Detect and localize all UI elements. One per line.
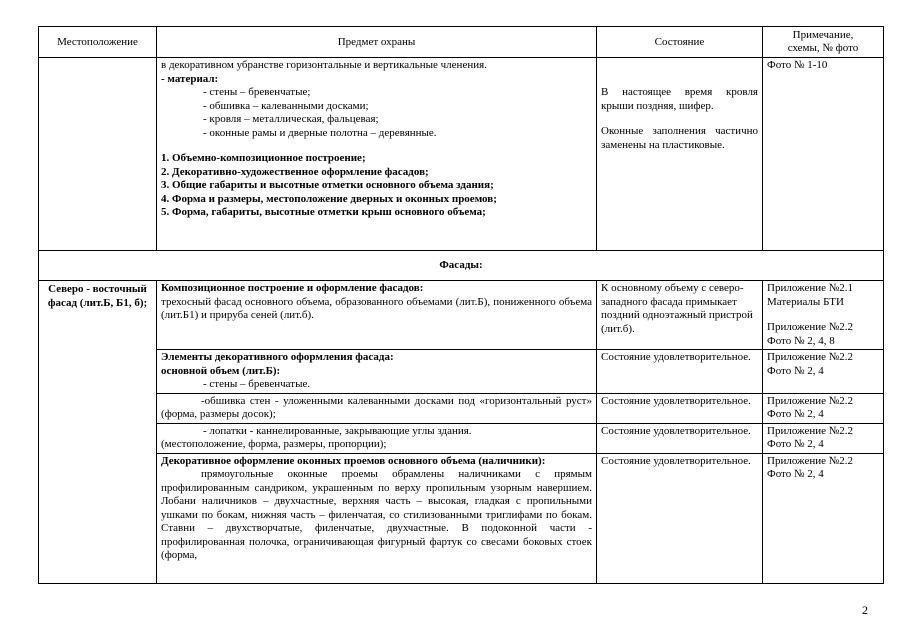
note-cell: Фото № 1-10: [763, 58, 884, 251]
section-row: [39, 251, 884, 281]
state-cell: Состояние удовлетворительное.: [597, 423, 763, 453]
state-cell: В настоящее время кровля крыши поздняя, шифер. Оконные заполнения частично заменены на пластиковые.: [597, 58, 763, 251]
state-cell: Состояние удовлетворительное.: [597, 393, 763, 423]
document-page: [38, 26, 883, 584]
subject-cell: в декоративном убранстве горизонтальные и вертикальные членения. - материал: - стены – бревенчатые; - обшивка – калеванными досками; - кровля – металлическая, фальцевая; - оконные рамы и дверные полотна – деревянные. 1. Объемно-композиционное построение; 2. Декоративно-художественное оформление фасадов; 3. Общие габариты и высотные отметки основного объема здания; 4. Форма и размеры, местоположение дверных и оконных проемов; 5. Форма, габариты, высотные отметки крыш основного объема;: [157, 58, 597, 251]
subject-cell: - лопатки - каннелированные, закрывающие углы здания. (местоположение, форма, размеры, пропорции);: [157, 423, 597, 453]
subject-cell: Элементы декоративного оформления фасада: основной объем (лит.Б): - стены – бревенчатые.: [157, 350, 597, 394]
subject-cell: Композиционное построение и оформление фасадов: трехосный фасад основного объема, образованного объемами (лит.Б), пониженного объема (лит.Б1) и прируба сеней (лит.б).: [157, 281, 597, 350]
table-row: [39, 453, 884, 583]
protection-table: [38, 26, 884, 584]
header-notes: Примечание, схемы, № фото: [763, 27, 884, 58]
header-state: Состояние: [597, 27, 763, 58]
table-row: [39, 423, 884, 453]
state-cell: Состояние удовлетворительное.: [597, 350, 763, 394]
section-title: Фасады:: [39, 251, 884, 281]
header-location: Местоположение: [39, 27, 157, 58]
table-row: [39, 393, 884, 423]
table-header-row: [39, 27, 884, 58]
note-cell: Приложение №2.1 Материалы БТИ Приложение №2.2 Фото № 2, 4, 8: [763, 281, 884, 350]
subject-cell: Декоративное оформление оконных проемов основного объема (наличники): прямоугольные оконные проемы обрамлены наличниками с прямым профилированным сандриком, украшенным по верху пропильным узорным навершием. Лобани наличников – двухчастные, верхняя часть – высокая, гладкая с пропильными ушками по бокам, нижняя часть – филенчатая, со стилизованными триглифами по бокам. Ставни – двухстворчатые, филенчатые, двухчастные. В подоконной части - профилированная полочка, ограничивающая фигурный фартук со свесами боковых стоек (форма,: [157, 453, 597, 583]
table-row: [39, 58, 884, 251]
state-cell: Состояние удовлетворительное.: [597, 453, 763, 583]
table-row: [39, 350, 884, 394]
location-cell: Северо - восточный фасад (лит.Б, Б1, б);: [39, 281, 157, 584]
page-number: 2: [862, 603, 868, 617]
location-cell-empty: [39, 58, 157, 251]
header-subject: Предмет охраны: [157, 27, 597, 58]
note-cell: Приложение №2.2 Фото № 2, 4: [763, 423, 884, 453]
state-cell: К основному объему с северо-западного фасада примыкает поздний одноэтажный пристрой (лит.б).: [597, 281, 763, 350]
table-row: [39, 281, 884, 350]
note-cell: Приложение №2.2 Фото № 2, 4: [763, 350, 884, 394]
note-cell: Приложение №2.2 Фото № 2, 4: [763, 453, 884, 583]
subject-cell: -обшивка стен - уложенными калеванными досками под «горизонтальный руст» (форма, размеры досок);: [157, 393, 597, 423]
note-cell: Приложение №2.2 Фото № 2, 4: [763, 393, 884, 423]
